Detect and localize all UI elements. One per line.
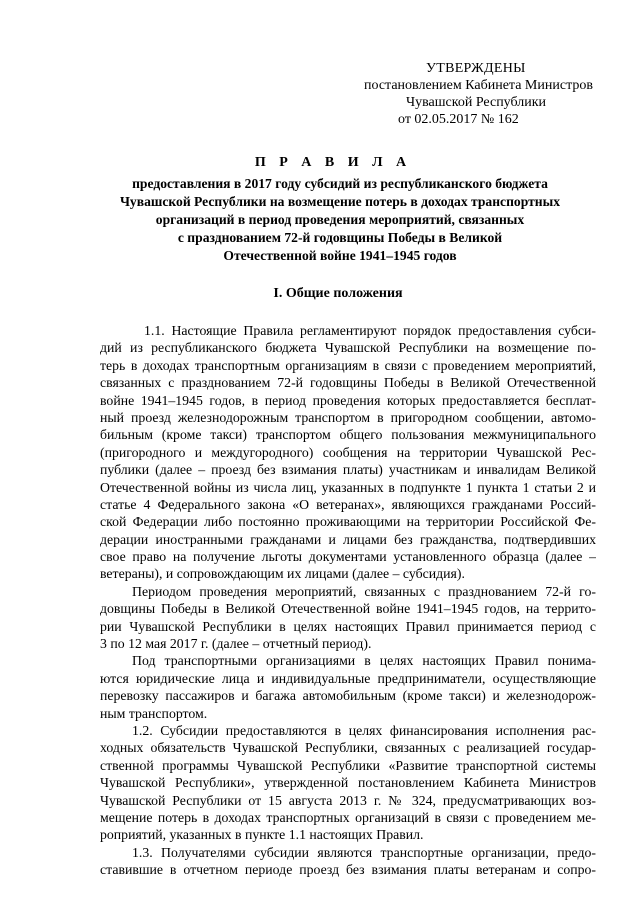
section-heading: I. Общие положения <box>273 286 403 301</box>
paragraph-line: Чувашской Республики», утвержденной постановлением Кабинета Министров <box>100 775 596 791</box>
paragraph-line: ветераны), и сопровождающим их лицами (далее – субсидия). <box>100 566 465 582</box>
document-body <box>100 322 596 879</box>
paragraph <box>100 652 596 722</box>
paragraph-line: 1.2. Субсидии предоставляются в целях финансирования исполнения рас- <box>132 722 596 738</box>
subtitle-line: организаций в период проведения мероприятий, связанных <box>155 212 525 227</box>
paragraph-line: ходных обязательств Чувашской Республики, связанных с реализацией государ- <box>100 740 596 756</box>
subtitle-line: Отечественной войне 1941–1945 годов <box>223 248 457 263</box>
approval-title: УТВЕРЖДЕНЫ <box>426 61 526 76</box>
paragraph-line: ставившие в отчетном периоде проезд без взимания платы ветеранам и сопро- <box>100 862 596 878</box>
paragraph-line: дерации иностранными гражданами и лицами без гражданства, подтвердивших <box>100 531 596 547</box>
paragraph-line: довщины Победы в Великой Отечественной войне 1941–1945 годов, на террито- <box>100 601 596 617</box>
document-title: П Р А В И Л А <box>254 155 412 170</box>
paragraph-line: ный проезд железнодорожным транспортом в пригородном сообщении, автомо- <box>100 409 596 425</box>
paragraph-line: 1.1. Настоящие Правила регламентируют порядок предоставления субси- <box>144 323 596 338</box>
paragraph-line: публики (далее – проезд без взимания платы) участникам и инвалидам Великой <box>100 462 596 478</box>
approval-line-1: постановлением Кабинета Министров <box>364 78 593 93</box>
subtitle-line: с празднованием 72-й годовщины Победы в Великой <box>177 230 503 245</box>
paragraph-line: статье 4 Федерального закона «О ветеранах», являющихся гражданами Россий- <box>100 496 596 512</box>
paragraph-line: мещение потерь в доходах транспортных организаций в связи с проведением ме- <box>100 809 596 825</box>
paragraph-line: свое право на получение льготы документами установленного образца (далее – <box>100 549 596 565</box>
paragraph-line: ской Федерации либо постоянно проживающими на территории Российской Фе- <box>100 514 596 530</box>
approval-line-2: Чувашской Республики <box>406 95 547 110</box>
paragraph-line: перевозку пассажиров и багажа автомобильным (кроме такси) и железнодорож- <box>100 688 596 704</box>
paragraph-line: дий из республиканского бюджета Чувашской Республики на возмещение по- <box>100 340 596 356</box>
paragraph-line: роприятий, указанных в пункте 1.1 настоящих Правил. <box>100 827 424 843</box>
paragraph <box>100 322 596 583</box>
paragraph-line: войне 1941–1945 годов, в период проведения которых предоставляется бесплат- <box>100 392 596 408</box>
paragraph-line: ственной программы Чувашской Республики «Развитие транспортной системы <box>100 757 596 773</box>
paragraph <box>100 583 596 653</box>
paragraph-line: рии Чувашской Республики в целях настоящих Правил принимается период с <box>100 618 596 634</box>
paragraph-line: Под транспортными организациями в целях настоящих Правил понима- <box>132 653 596 669</box>
paragraph-line: 3 по 12 мая 2017 г. (далее – отчетный период). <box>100 636 372 652</box>
paragraph-line: Периодом проведения мероприятий, связанных с празднованием 72-й го- <box>132 583 596 599</box>
paragraph-line: ным транспортом. <box>100 705 208 721</box>
subtitle-line: Чувашской Республики на возмещение потерь в доходах транспортных <box>119 194 561 209</box>
paragraph-line: (пригородного и междугородного) сообщения на территории Чувашской Рес- <box>100 444 596 460</box>
paragraph-line: связанных с празднованием 72-й годовщины Победы в Великой Отечественной <box>100 375 596 391</box>
approval-line-3: от 02.05.2017 № 162 <box>398 112 519 127</box>
subtitle-line: предоставления в 2017 году субсидий из республиканского бюджета <box>132 176 548 191</box>
document-subtitle <box>110 175 570 265</box>
paragraph-line: ются юридические лица и индивидуальные предприниматели, осуществляющие <box>100 670 596 686</box>
paragraph <box>100 722 596 844</box>
approval-block <box>360 60 640 128</box>
paragraph-line: Отечественной войны из числа лиц, указанных в подпункте 1 пункта 1 статьи 2 и <box>100 479 596 495</box>
paragraph-line: терь в доходах транспортным организациям в связи с проведением мероприятий, <box>100 357 596 373</box>
paragraph-line: 1.3. Получателями субсидии являются транспортные организации, предо- <box>132 844 596 860</box>
paragraph-line: Чувашской Республики от 15 августа 2013 г. № 324, предусматривающих воз- <box>100 792 596 808</box>
paragraph-line: бильным (кроме такси) транспортом общего пользования межмуниципального <box>100 427 596 443</box>
paragraph <box>100 844 596 879</box>
